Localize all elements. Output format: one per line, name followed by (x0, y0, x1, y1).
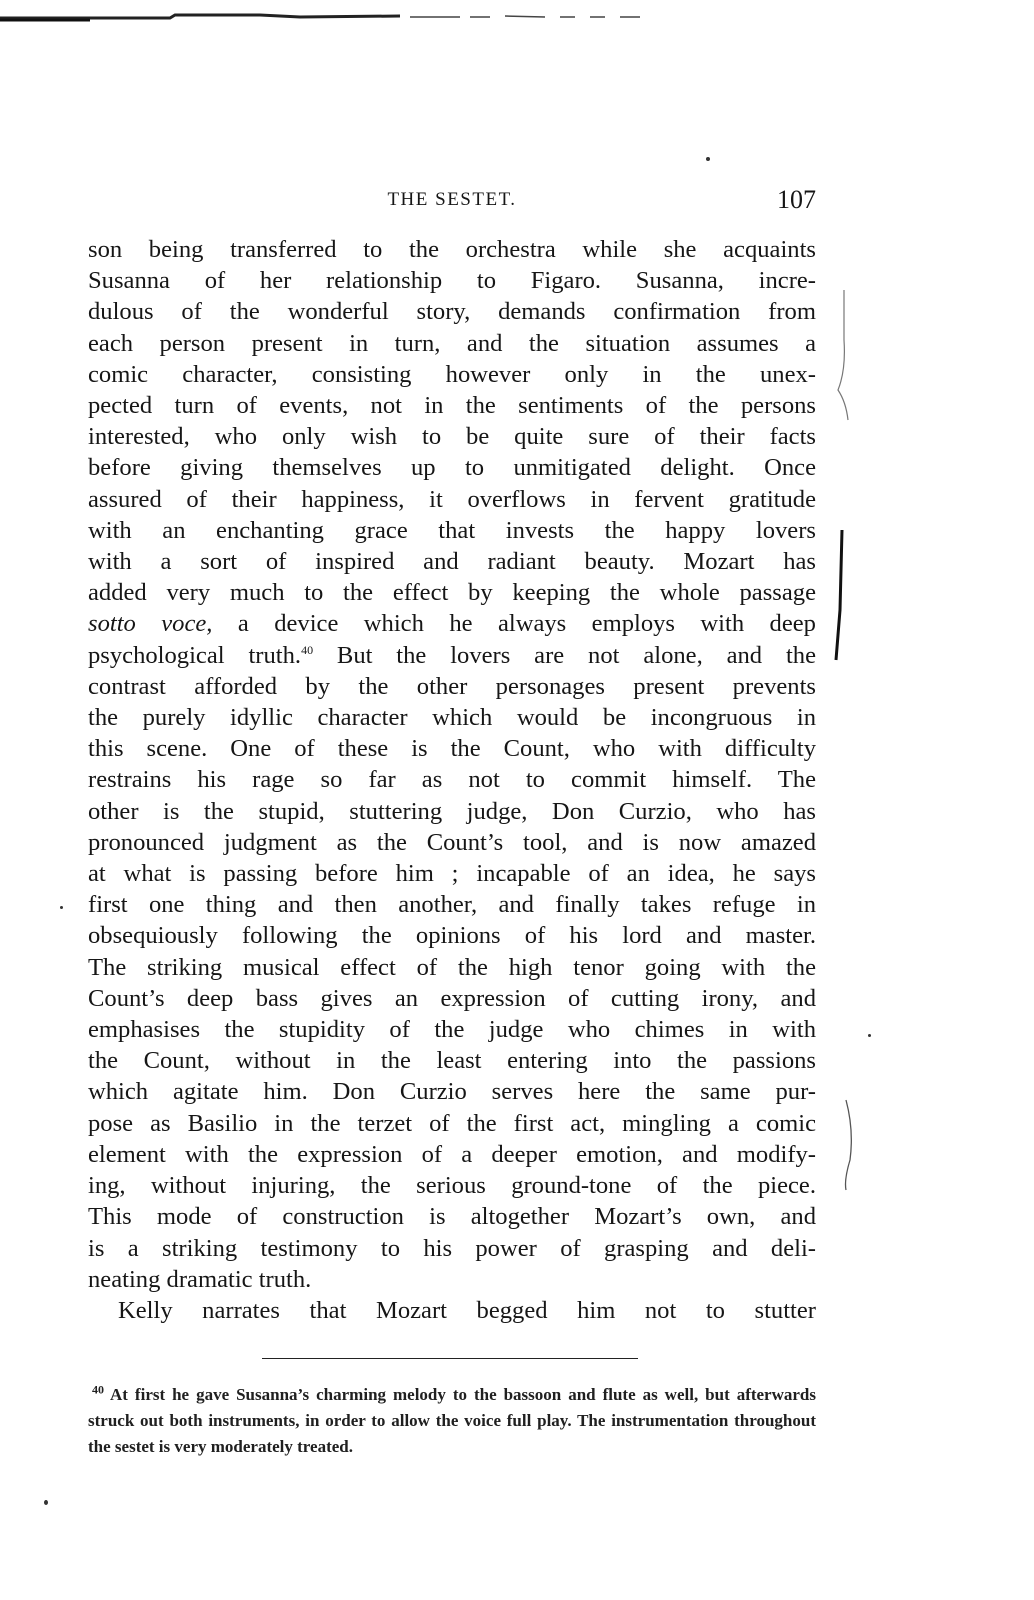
footnote-divider (262, 1358, 638, 1359)
text-line: dulous of the wonderful story, demands confirmation from (88, 298, 816, 326)
running-title: THE SESTET. (387, 189, 517, 210)
text-line: psychological truth.$^{40}$ But the lovers are not alone, and the (88, 641, 816, 669)
margin-pencil-mark (826, 280, 856, 1480)
scan-speck (706, 157, 710, 161)
footnote-marker: 40 (92, 1382, 104, 1397)
text-line: the Count, without in the least entering into the passions (88, 1047, 816, 1075)
text-line: other is the stupid, stuttering judge, Don Curzio, who has (88, 797, 816, 825)
text-line: ing, without injuring, the serious ground-tone of the piece. (88, 1172, 816, 1200)
text-line: Kelly narrates that Mozart begged him not to stutter (118, 1296, 816, 1324)
text-line: emphasises the stupidity of the judge who chimes in with (88, 1016, 816, 1044)
text-line: the purely idyllic character which would be incongruous in (88, 704, 816, 732)
text-line: which agitate him. Don Curzio serves here the same pur- (88, 1078, 816, 1106)
scan-speck (60, 906, 63, 909)
text-line: son being transferred to the orchestra while she acquaints (88, 236, 816, 263)
text-line: restrains his rage so far as not to commit himself. The (88, 766, 816, 794)
text-line: first one thing and then another, and finally takes refuge in (88, 891, 816, 919)
footnote-reference[interactable]: 40 (301, 642, 314, 657)
text-line: each person present in turn, and the situation assumes a (88, 329, 816, 357)
scan-speck (868, 1034, 871, 1037)
text-line: assured of their happiness, it overflows in fervent gratitude (88, 485, 816, 513)
text-line: added very much to the effect by keeping the whole passage (88, 579, 816, 607)
text-line: with an enchanting grace that invests the happy lovers (88, 516, 816, 544)
text-line: contrast afforded by the other personages present prevents (88, 672, 816, 700)
text-line: sotto voce, a device which he always employs with deep (88, 610, 816, 638)
text-line: Count’s deep bass gives an expression of cutting irony, and (88, 984, 816, 1012)
footnote-text: $^{40}$ At first he gave Susanna’s charming melody to the bassoon and flute as well, but afterwards struck out both instruments, in order to allow the voice full play. The instrumentation throughout the sestet is very moderately treated. (88, 1382, 816, 1456)
page-number: 107 (777, 185, 816, 214)
text-line: element with the expression of a deeper emotion, and modify- (88, 1140, 816, 1168)
text-line: neating dramatic truth. (88, 1265, 312, 1293)
text-line: is a striking testimony to his power of grasping and deli- (88, 1234, 816, 1262)
text-line: pose as Basilio in the terzet of the first act, mingling a comic (88, 1109, 816, 1137)
footnote (88, 1382, 816, 1460)
text-line: pected turn of events, not in the sentiments of the persons (88, 392, 816, 420)
body-text (88, 234, 816, 1326)
text-line: interested, who only wish to be quite sure of their facts (88, 423, 816, 451)
text-line: with a sort of inspired and radiant beauty. Mozart has (88, 548, 816, 576)
text-line: obsequiously following the opinions of his lord and master. (88, 922, 816, 950)
text-line: this scene. One of these is the Count, who with difficulty (88, 735, 816, 763)
text-line: Susanna of her relationship to Figaro. Susanna, incre- (88, 267, 816, 295)
text-line: The striking musical effect of the high tenor going with the (88, 953, 816, 981)
text-line: comic character, consisting however only in the unex- (88, 360, 816, 388)
text-line: pronounced judgment as the Count’s tool, and is now amazed (88, 828, 816, 856)
scan-speck (44, 1500, 48, 1505)
scan-edge-rule (0, 12, 640, 22)
page-header (88, 185, 816, 219)
text-line: before giving themselves up to unmitigated delight. Once (88, 454, 816, 482)
text-line: at what is passing before him ; incapable of an idea, he says (88, 860, 816, 888)
text-line: This mode of construction is altogether Mozart’s own, and (88, 1203, 816, 1231)
italic-term: sotto voce, (88, 610, 213, 638)
